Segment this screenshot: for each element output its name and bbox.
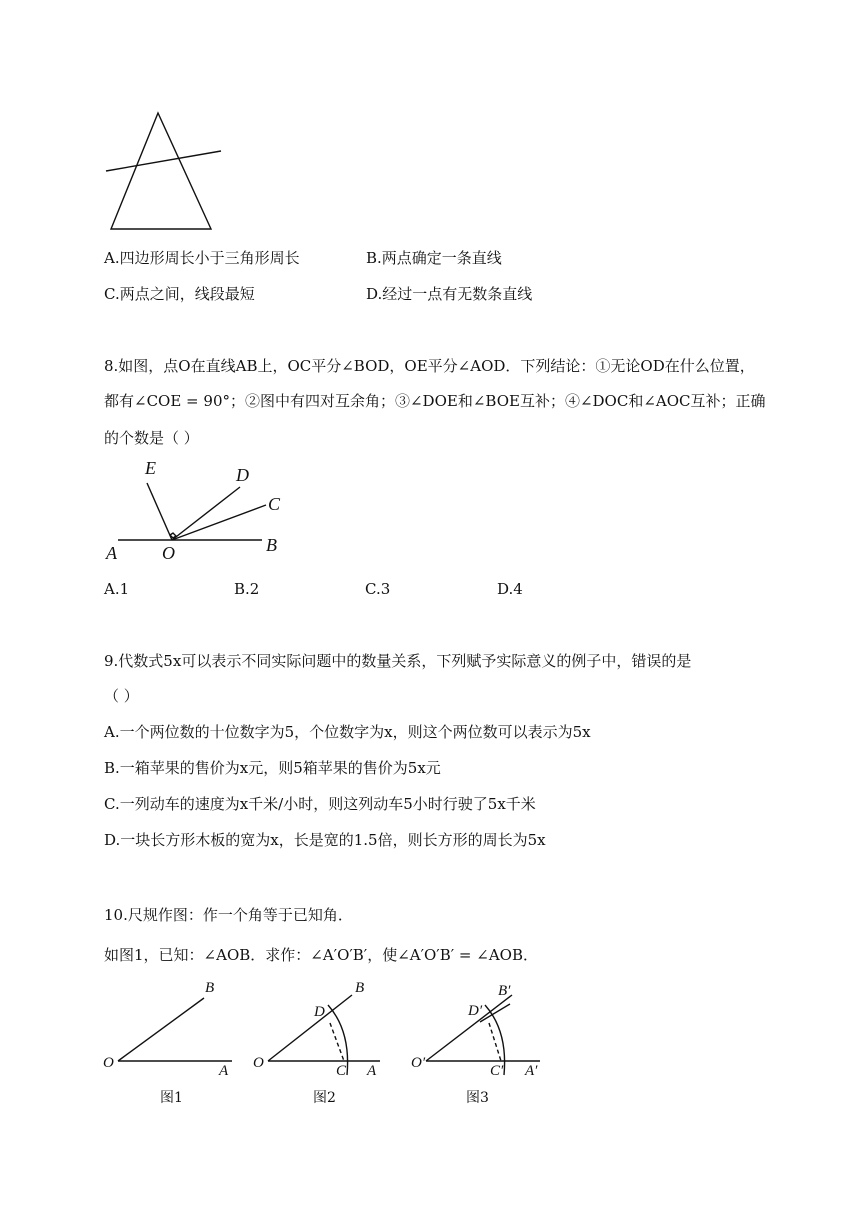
q8-label-C: C [268, 494, 281, 514]
q8-option-c[interactable]: C.3 [365, 580, 391, 598]
q9-option-a[interactable]: A.一个两位数的十位数字为5，个位数字为x，则这个两位数可以表示为5x [104, 723, 591, 741]
fig3-label-O: O′ [411, 1055, 426, 1071]
q8-label-B: B [266, 535, 277, 555]
q9-text-line-1: 9.代数式5x可以表示不同实际问题中的数量关系，下列赋予实际意义的例子中，错误的是 [104, 652, 692, 670]
q7-option-b[interactable]: B.两点确定一条直线 [366, 249, 502, 267]
q8-label-O: O [162, 543, 175, 563]
q7-option-c[interactable]: C.两点之间，线段最短 [104, 285, 255, 303]
q8-option-b[interactable]: B.2 [234, 580, 260, 598]
fig1-label-A: A [219, 1063, 229, 1079]
q9-option-b[interactable]: B.一箱苹果的售价为x元，则5箱苹果的售价为5x元 [104, 759, 441, 777]
q10-text-line-1: 10.尺规作图：作一个角等于已知角． [104, 906, 353, 924]
fig3-label-D: D′ [468, 1003, 483, 1019]
fig2-label-C: C [336, 1063, 347, 1079]
fig2-label-A: A [367, 1063, 377, 1079]
fig2-ray-OB [268, 995, 352, 1061]
fig3-label-C: C′ [490, 1063, 504, 1079]
q9-text-line-2: （ ） [104, 687, 139, 705]
fig2-label-O: O [253, 1055, 264, 1071]
fig2-label-D: D [314, 1004, 325, 1020]
q10-text-line-2: 如图1，已知：∠AOB．求作：∠A′O′B′，使∠A′O′B′ = ∠AOB． [104, 946, 538, 964]
fig3-label-B: B′ [498, 983, 511, 999]
q8-label-A: A [106, 543, 117, 563]
q9-option-d[interactable]: D.一块长方形木板的宽为x，长是宽的1.5倍，则长方形的周长为5x [104, 831, 546, 849]
q7-option-d[interactable]: D.经过一点有无数条直线 [366, 285, 533, 303]
q8-option-d[interactable]: D.4 [497, 580, 523, 598]
fig2-caption: 图2 [313, 1090, 336, 1106]
q7-option-a[interactable]: A.四边形周长小于三角形周长 [104, 249, 300, 267]
fig1-label-O: O [103, 1055, 114, 1071]
fig1-label-B: B [205, 980, 215, 996]
q8-option-a[interactable]: A.1 [104, 580, 130, 598]
fig1-ray-OB [118, 998, 204, 1061]
q8-text-line-2: 都有∠COE = 90°；②图中有四对互余角；③∠DOE和∠BOE互补；④∠DOC和∠AOC互补；正确 [104, 392, 766, 410]
fig3-label-A: A′ [525, 1063, 538, 1079]
fig1-caption: 图1 [160, 1090, 183, 1106]
q8-text-line-1: 8.如图，点O在直线AB上，OC平分∠BOD，OE平分∠AOD．下列结论：①无论OD在什么位置， [104, 357, 755, 375]
fig2-label-B: B [355, 980, 365, 996]
q8-text-line-3: 的个数是（ ） [104, 429, 199, 447]
q9-option-c[interactable]: C.一列动车的速度为x千米/小时，则这列动车5小时行驶了5x千米 [104, 795, 536, 813]
q8-label-D: D [236, 465, 249, 485]
fig3-caption: 图3 [466, 1090, 489, 1106]
q8-label-E: E [145, 458, 156, 478]
